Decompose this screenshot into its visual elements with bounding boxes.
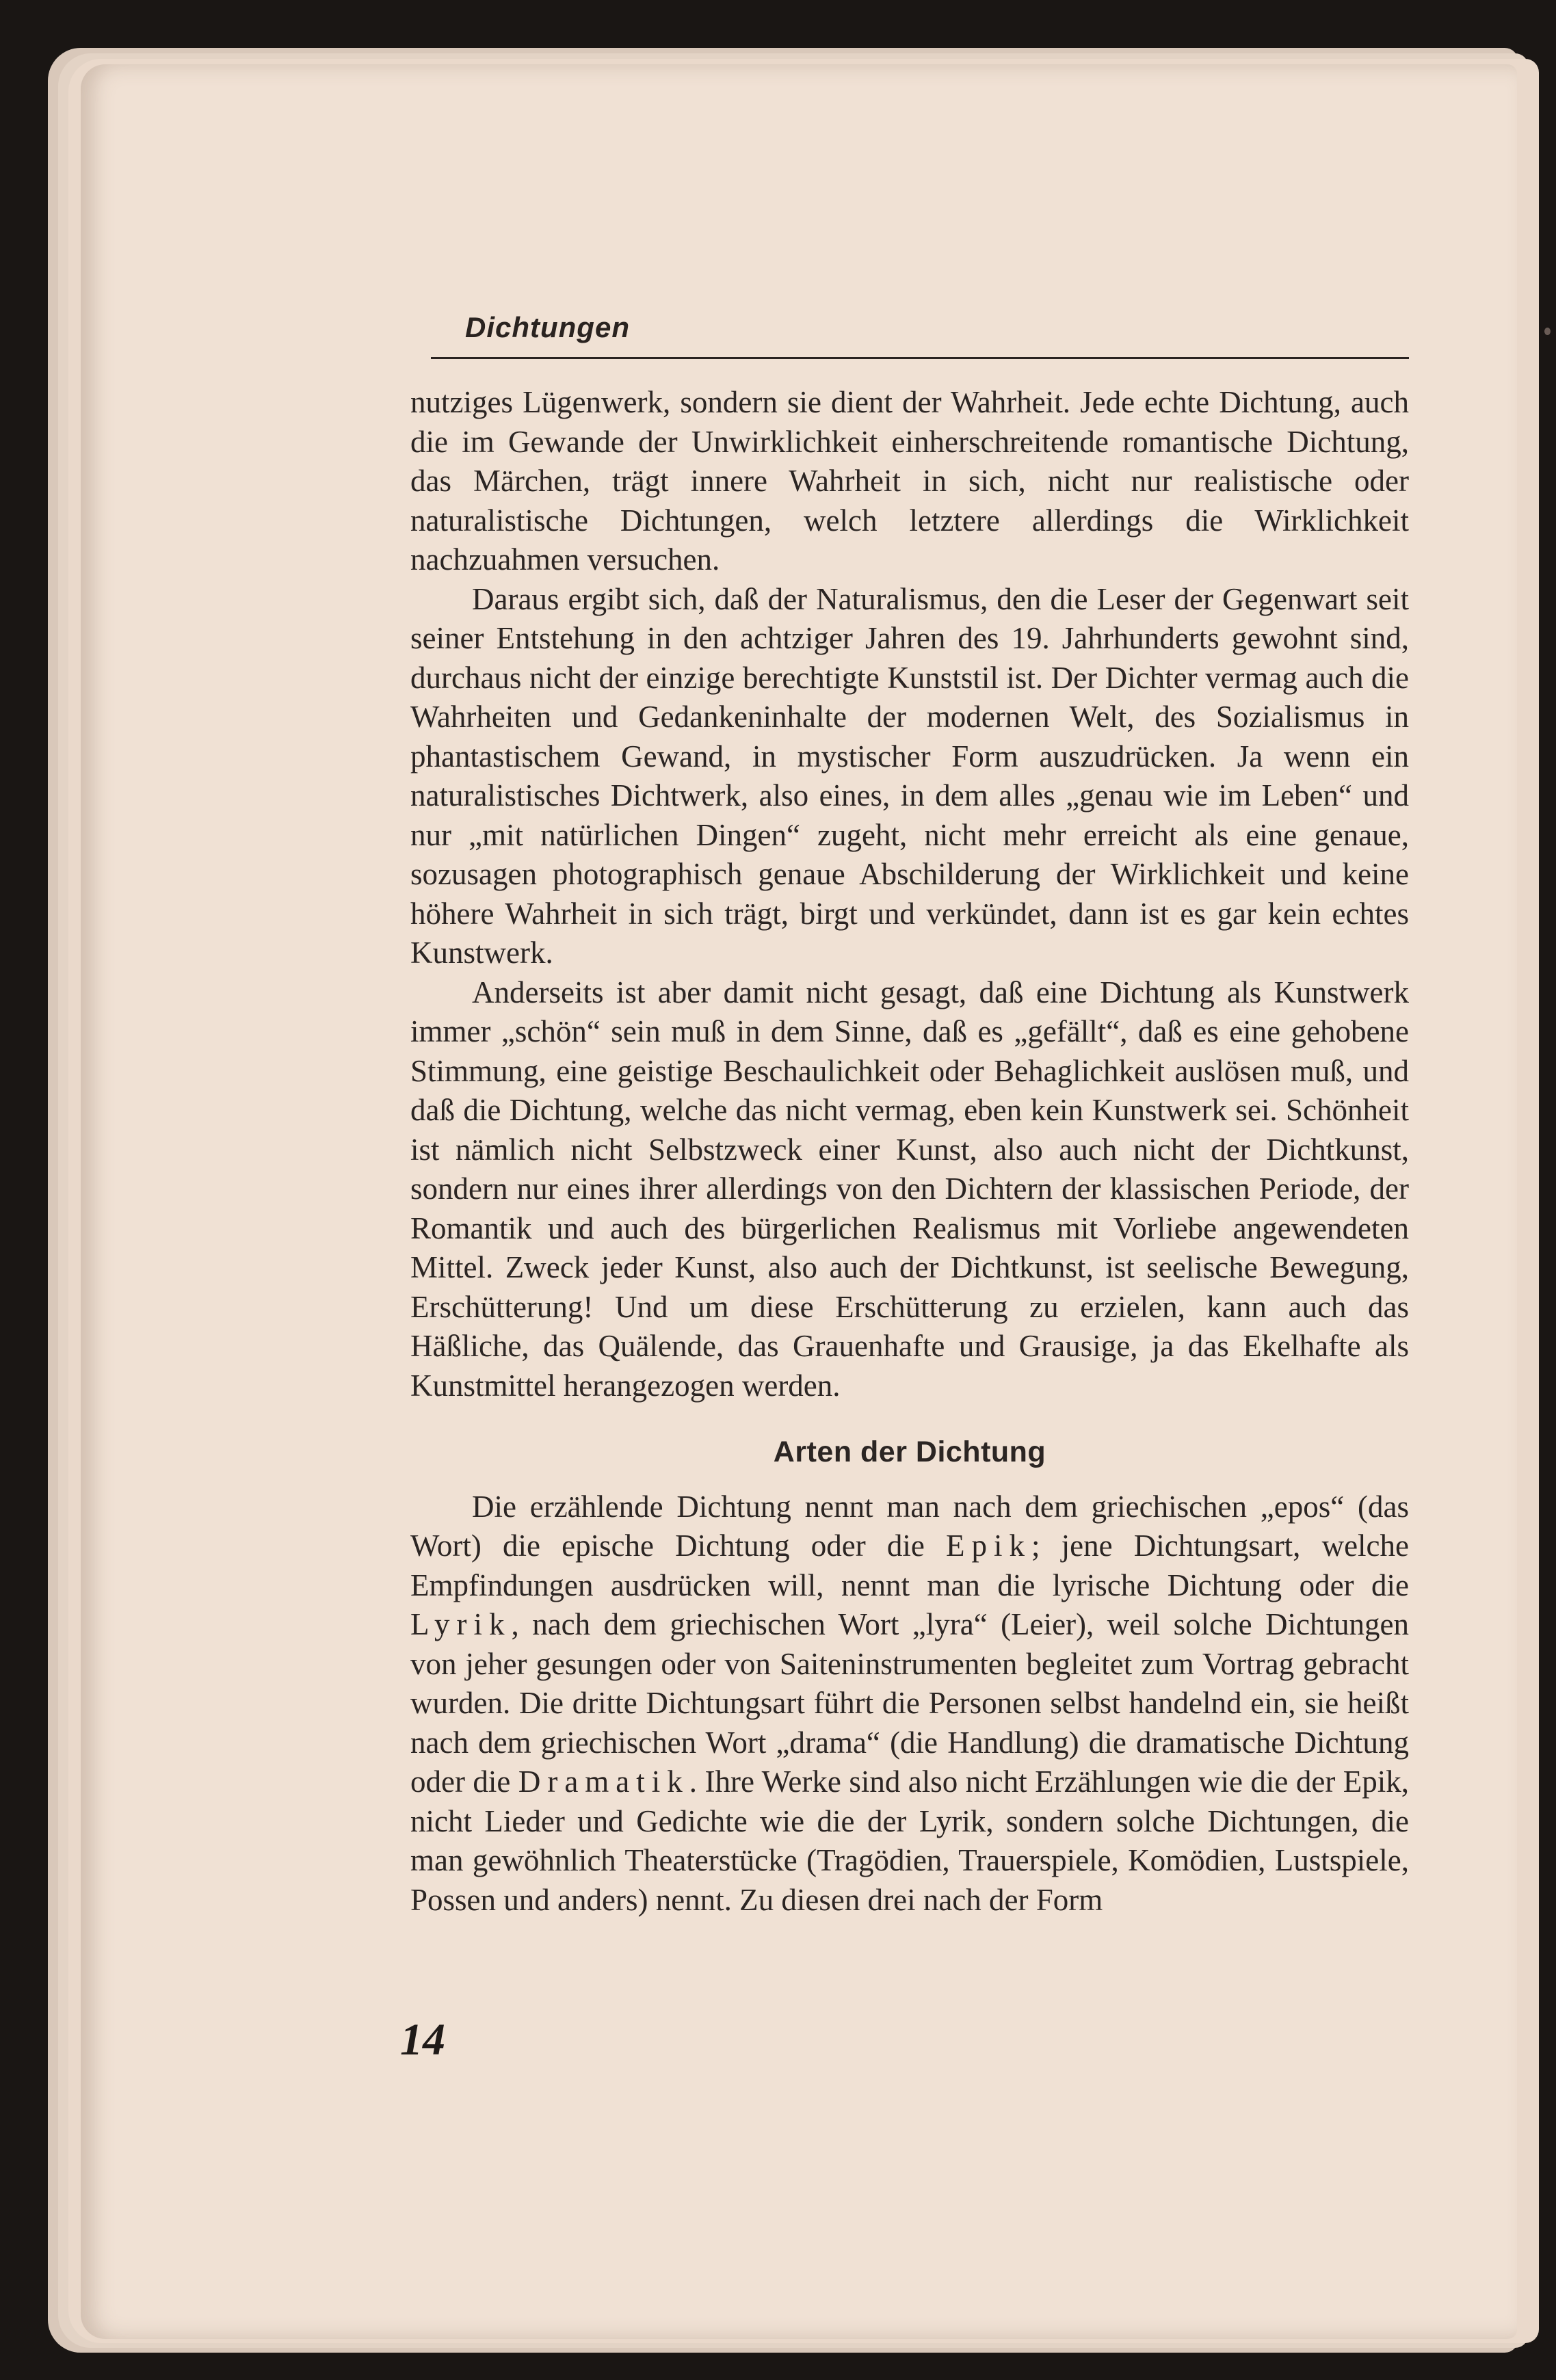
running-head: Dichtungen <box>465 311 630 343</box>
text-run: . Ihre Werke sind also nicht Erzählungen wie die der Epik, nicht Lieder und Gedichte wie die der Lyrik, sondern solche Dichtungen, die man gewöhnlich Theaterstücke (Tragödien, Trauerspiele, Komödien, Lustspiele, Possen und anders) nennt. Zu diesen drei nach der Form <box>410 1764 1409 1917</box>
text-run: , nach dem griechischen Wort „lyra“ (Leier), weil solche Dichtungen von jeher gesungen oder von Saiteninstrumenten begleitet zum Vortrag gebracht wurden. Die dritte Dichtungsart führt die Personen selbst handelnd ein, sie heißt nach dem griechischen Wort „drama“ (die Handlung) die dramatische Dichtung oder die <box>410 1607 1409 1799</box>
text-run: ; jene Dichtungsart, welche Empfindungen ausdrücken will, nennt man die lyrische Dichtung oder die <box>410 1529 1409 1602</box>
emphasized-term: Epik <box>946 1529 1031 1563</box>
paragraph: nutziges Lügenwerk, sondern sie dient der Wahrheit. Jede echte Dichtung, auch die im Gewande der Unwirklichkeit einherschreitende romantische Dichtung, das Märchen, trägt innere Wahrheit in sich, nicht nur realistische oder naturalistische Dichtungen, welch letztere allerdings die Wirklichkeit nachzuahmen versuchen. <box>410 385 1409 577</box>
emphasized-term: Dramatik <box>518 1764 689 1799</box>
paragraph: Anderseits ist aber damit nicht gesagt, daß eine Dichtung als Kunstwerk immer „schön“ sein muß in dem Sinne, daß es „gefällt“, daß es eine gehobene Stimmung, eine geistige Beschaulichkeit oder Behaglichkeit auslösen muß, und daß die Dichtung, welche das nicht vermag, eben kein Kunstwerk sei. Schönheit ist nämlich nicht Selbstzweck einer Kunst, also auch nicht der Dichtkunst, sondern nur eines ihrer allerdings von den Dichtern der klassischen Periode, der Romantik und auch des bürgerlichen Realismus mit Vorliebe angewendeten Mittel. Zweck jeder Kunst, also auch der Dichtkunst, ist seelische Bewegung, Erschütterung! Und um diese Erschütterung zu erzielen, kann auch das Häßliche, das Quälende, das Grauenhafte und Grausige, ja das Ekelhafte als Kunstmittel herangezogen werden. <box>410 975 1409 1403</box>
section-heading: Arten der Dichtung <box>773 1436 1046 1468</box>
paragraph: Daraus ergibt sich, daß der Naturalismus, den die Leser der Gegenwart seit seiner Entstehung in den achtziger Jahren des 19. Jahrhunderts gewohnt sind, durchaus nicht der einzige berechtigte Kunststil ist. Der Dichter vermag auch die Wahrheiten und Gedankeninhalte der modernen Welt, des Sozialismus in phantastischem Gewand, in mystischer Form auszudrücken. Ja wenn ein naturalistisches Dichtwerk, also eines, in dem alles „genau wie im Leben“ und nur „mit natürlichen Dingen“ zugeht, nicht mehr erreicht als eine genaue, sozusagen photographisch genaue Abschilderung der Wirklichkeit und keine höhere Wahrheit in sich trägt, birgt und verkündet, dann ist es gar kein echtes Kunstwerk. <box>410 581 1409 970</box>
header-rule <box>431 357 1409 359</box>
dust-speck <box>1544 328 1551 335</box>
text-run: Die erzählende Dichtung nennt man nach dem griechischen „epos“ (das Wort) die epische Dichtung oder die <box>410 1489 1409 1563</box>
page-number: 14 <box>400 2015 445 2065</box>
paragraph <box>410 1488 1409 1920</box>
emphasized-term: Lyrik <box>410 1607 512 1641</box>
body-text <box>410 383 1409 1920</box>
